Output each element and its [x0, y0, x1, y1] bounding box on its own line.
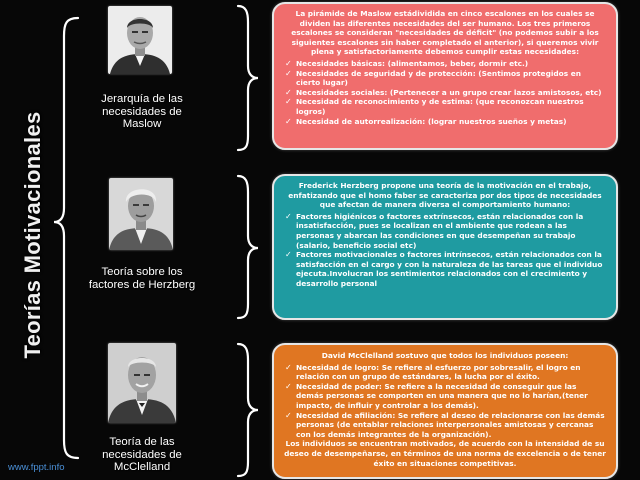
list-item: ✓ Factores higiénicos o factores extrínsecos, están relacionados con la insatisfacción, pues se localizan en el ambiente que rodean a las personas y abarcan las condiciones en que desempeñan su trabajo (salario, beneficio social etc) — [296, 212, 606, 250]
main-title: Teorías Motivacionales — [20, 111, 45, 359]
herzberg-description-box — [272, 174, 618, 320]
mcclelland-needs-list — [284, 363, 606, 440]
mcclelland-caption: Teoría de las necesidades de McClelland — [102, 436, 182, 473]
list-item: ✓ Necesidades básicas: (alimentamos, beber, dormir etc.) — [296, 59, 606, 69]
herzberg-intro: Frederick Herzberg propone una teoría de la motivación en el trabajo, enfatizando que el homo faber se caracteriza por dos tipos de necesidades que afectan de manera diversa el comportamiento humano: — [288, 181, 602, 210]
maslow-description-box — [272, 2, 618, 150]
list-item: ✓ Necesidades sociales: (Pertenecer a un grupo crear lazos amistosos, etc) — [296, 88, 606, 98]
herzberg-factors-list — [284, 212, 606, 289]
list-item: ✓ Necesidades de seguridad y de protección: (Sentimos protegidos en cierto lugar) — [296, 69, 606, 88]
maslow-portrait — [108, 6, 172, 74]
maslow-intro: La pirámide de Maslow estádividida en cinco escalones en los cuales se dividen las diferentes necesidades del ser humano. Los tres primeros escalones se consideran "necesidades de déficit" (no podemos subir a los siguientes escalones sin haber completado el anterior), si queremos vivir plena y satisfactoriamente debemos cumplir estas necesidades: — [291, 9, 599, 57]
list-item: ✓ Necesidad de logro: Se refiere al esfuerzo por sobresalir, el logro en relación con un grupo de estándares, la lucha por el éxito. — [296, 363, 606, 382]
maslow-caption: Jerarquía de las necesidades de Maslow — [101, 93, 183, 130]
list-item: ✓ Necesidad de poder: Se refiere a la necesidad de conseguir que las demás personas se comporten en una manera que no lo harían,(tener impacto, de influir y controlar a los demás). — [296, 382, 606, 411]
mcclelland-intro: David McClelland sostuvo que todos los individuos poseen: — [321, 351, 569, 360]
maslow-needs-list — [284, 59, 606, 126]
mcclelland-description-box — [272, 343, 618, 479]
list-item: ✓ Factores motivacionales o factores intrínsecos, están relacionados con la satisfacción en el cargo y con la naturaleza de las tareas que el individuo ejecuta.Involucran los sentimientos relacionados con el crecimiento y desarrollo personal — [296, 250, 606, 288]
herzberg-portrait — [109, 178, 173, 250]
list-item: ✓ Necesidad de autorrealización: (lograr nuestros sueños y metas) — [296, 117, 606, 127]
herzberg-caption: Teoría sobre los factores de Herzberg — [88, 266, 196, 291]
list-item: ✓ Necesidad de afiliación: Se refiere al deseo de relacionarse con las demás personas (de entablar relaciones interpersonales amistosas y cercanas con los demás integrantes de la organización). — [296, 411, 606, 440]
mcclelland-portrait — [108, 343, 176, 423]
list-item: ✓ Necesidad de reconocimiento y de estima: (que reconozcan nuestros logros) — [296, 97, 606, 116]
mcclelland-closing: Los individuos se encuentran motivados, de acuerdo con la intensidad de su deseo de desempeñarse, en términos de una norma de excelencia o de tener éxito en situaciones competitivas. — [284, 439, 606, 468]
website-link[interactable]: www.fppt.info — [8, 462, 65, 473]
